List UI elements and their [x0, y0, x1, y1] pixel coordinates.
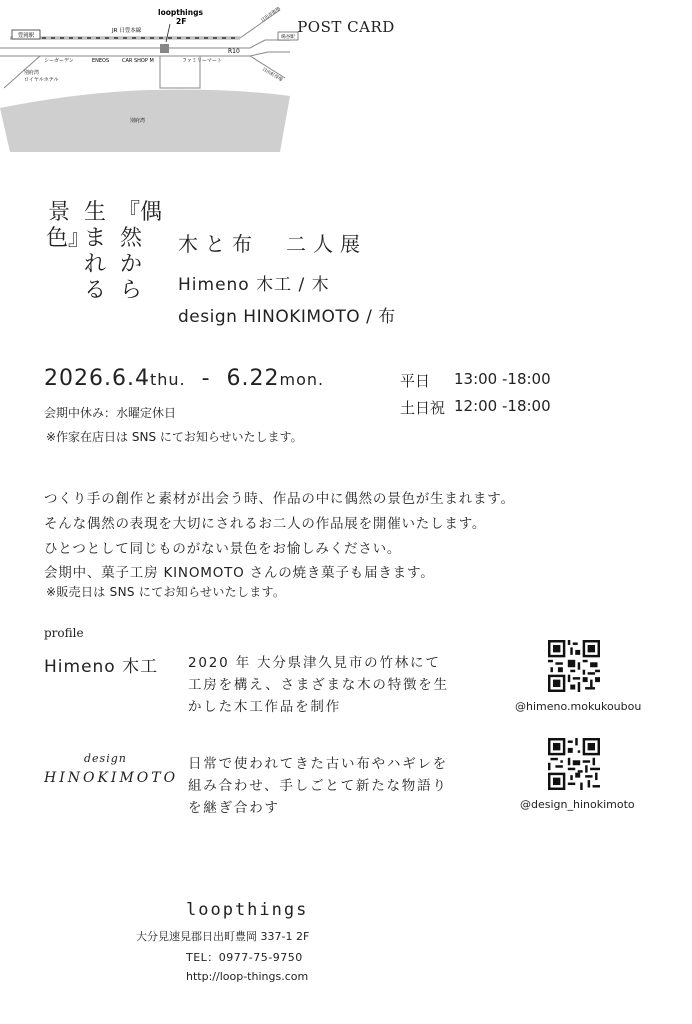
- description-note: ※販売日は SNS にてお知らせいたします。: [46, 585, 286, 599]
- profile-label: profile: [44, 626, 84, 640]
- artist-line-1: Himeno 木工 / 木: [178, 275, 330, 295]
- map-floor: 2F: [176, 17, 187, 26]
- date-separator: -: [185, 366, 227, 391]
- postcard-header: POST CARD: [297, 18, 395, 36]
- logo-large-text: HINOKIMOTO: [44, 770, 179, 786]
- hinokimoto-logo: [44, 752, 180, 798]
- date-end-day: mon.: [279, 370, 325, 389]
- station-label: 豊岡駅: [17, 33, 35, 39]
- vertical-title-col3: 景色』: [46, 200, 91, 251]
- hours-weekday-time: 13:00 -18:00: [454, 370, 551, 388]
- map-callout: loopthings: [158, 8, 203, 17]
- closed-note: ※作家在店日は SNS にてお知らせいたします。: [46, 430, 303, 444]
- venue-marker: [160, 44, 169, 53]
- hours-weekday-label: 平日: [400, 372, 431, 390]
- profile-1-line: かした木工作品を制作: [188, 699, 341, 715]
- profile-1-name: Himeno 木工: [44, 657, 159, 677]
- shop-label: シーガーデン: [44, 58, 74, 64]
- date-end: 6.22: [226, 366, 280, 391]
- right-label-mid: 暘谷駅: [281, 35, 295, 40]
- qr-code-2[interactable]: [548, 738, 600, 790]
- venue-tel[interactable]: TEL：0977-75-9750: [186, 951, 303, 964]
- description-line: ひとつとして同じものがない景色をお愉しみください。: [44, 541, 402, 557]
- venue-address: 大分見速見郡日出町豊岡 337-1 2F: [136, 930, 310, 943]
- route-label: R10: [228, 48, 240, 55]
- profile-2-line: 組み合わせ、手しごとて新たな物語り: [188, 778, 448, 794]
- shop-label: ENEOS: [92, 58, 110, 64]
- profile-2-line: を継ぎ合わす: [188, 800, 280, 816]
- profile-1-line: 2020 年 大分県津久見市の竹林にて: [188, 655, 441, 671]
- shop-label: ファミリーマート: [182, 58, 222, 64]
- right-label-top: 日出市街地: [260, 6, 282, 24]
- logo-small-text: design: [84, 752, 127, 765]
- vertical-title-col2: 生まれる: [83, 200, 106, 303]
- hotel-label-2: ロイヤルホテル: [24, 77, 59, 83]
- instagram-handle-1[interactable]: @himeno.mokukoubou: [515, 700, 642, 713]
- shop-label: CAR SHOP M: [122, 58, 154, 64]
- description-line: 会期中、菓子工房 KINOMOTO さんの焼き菓子も届きます。: [44, 565, 435, 581]
- right-label-bottom: 日出町役場: [261, 67, 283, 83]
- artist-line-2: design HINOKIMOTO / 布: [178, 307, 396, 327]
- vertical-title-col1: 『偶然から: [118, 200, 163, 303]
- profile-2-line: 日常で使われてきた古い布やハギレを: [188, 756, 448, 772]
- exhibit-dates: [44, 366, 324, 391]
- date-start: 2026.6.4: [44, 366, 150, 391]
- venue-name: loopthings: [186, 900, 309, 920]
- description-line: つくり手の創作と素材が出会う時、作品の中に偶然の景色が生まれます。: [44, 491, 515, 507]
- instagram-handle-2[interactable]: @design_hinokimoto: [520, 798, 635, 811]
- exhibit-title: 木と布 二人展: [178, 232, 367, 256]
- bay-label: 別府湾: [130, 118, 146, 124]
- closed-days: 会期中休み：水曜定休日: [44, 406, 177, 420]
- rail-label: JR 日豊本線: [112, 28, 142, 34]
- description-line: そんな偶然の表現を大切にされるお二人の作品展を開催いたします。: [44, 516, 487, 532]
- hours-weekend-time: 12:00 -18:00: [454, 397, 551, 415]
- profile-1-line: 工房を構え、さまざまな木の特徴を生: [188, 677, 449, 693]
- hours-weekend-label: 土日祝: [400, 399, 446, 417]
- venue-url[interactable]: http://loop-things.com: [186, 970, 309, 983]
- hotel-label-1: 別府湾: [24, 70, 40, 76]
- date-start-day: thu.: [149, 370, 186, 389]
- qr-code-1[interactable]: [548, 640, 600, 692]
